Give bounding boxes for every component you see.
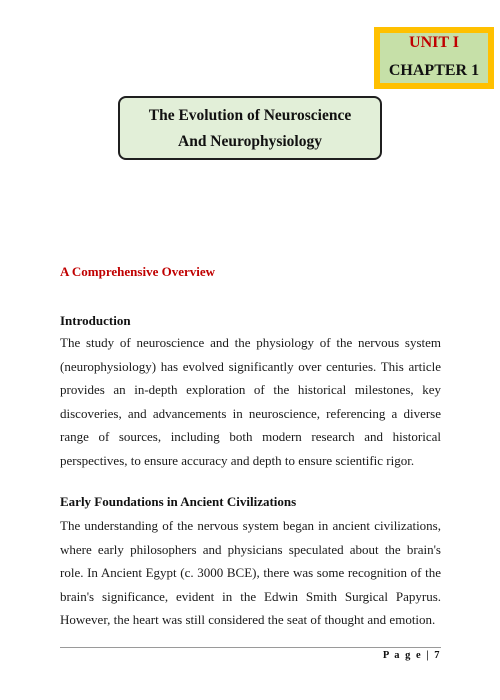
chapter-label: CHAPTER 1: [388, 62, 480, 79]
unit-label: UNIT I: [409, 34, 459, 51]
chapter-title-line-2: And Neurophysiology: [178, 133, 322, 150]
section-heading-early-foundations: Early Foundations in Ancient Civilizations: [60, 494, 297, 509]
footer-divider: [60, 647, 441, 648]
section-body-early-foundations: The understanding of the nervous system began in ancient civilizations, where early philosophers and physicians speculated about the brain's role. In Ancient Egypt (c. 3000 BCE), there was some recognition of the brain's significance, evident in the Edwin Smith Surgical Papyrus. However, the heart was still considered the seat of thought and emotion.: [60, 518, 441, 627]
unit-chapter-badge: [374, 27, 494, 89]
section-body-introduction: The study of neuroscience and the physiology of the nervous system (neurophysiology) has evolved significantly over centuries. This article provides an in-depth exploration of the historical milestones, key discoveries, and advancements in neuroscience, referencing a diverse range of sources, including both modern research and historical perspectives, to ensure accuracy and depth to ensure scientific rigor.: [60, 335, 441, 468]
page-number: P a g e | 7: [382, 650, 441, 661]
chapter-title-line-1: The Evolution of Neuroscience: [148, 107, 352, 124]
section-heading-introduction: Introduction: [60, 313, 131, 328]
unit-chapter-badge-inner: [380, 33, 488, 83]
overview-subtitle: A Comprehensive Overview: [60, 264, 216, 279]
chapter-title-box: [118, 96, 382, 160]
